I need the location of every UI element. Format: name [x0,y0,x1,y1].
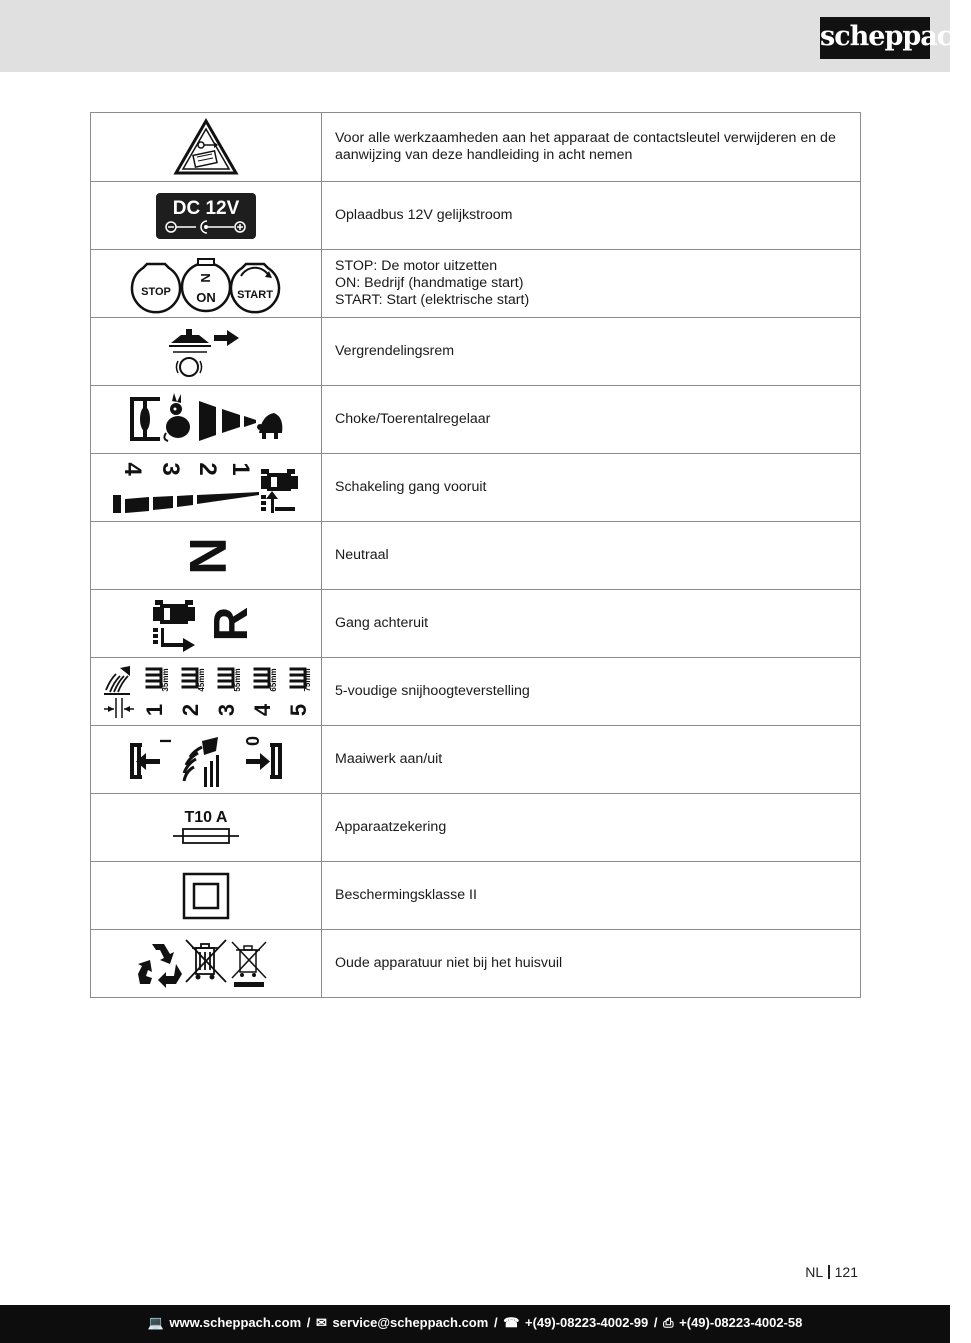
stop-label: STOP [141,285,171,298]
symbol-cell [91,930,322,998]
phone-icon: ☎ [503,1315,520,1330]
table-row [91,250,861,318]
on-label: ON [196,289,216,305]
description-cell [322,522,861,590]
symbols-table [90,112,861,998]
dc-12v-charging-socket-icon [155,192,257,240]
gear-1-label: 1 [227,461,254,476]
description-cell [322,182,861,250]
neutral-label: N [198,272,213,283]
table-row [91,318,861,386]
start-label: START [237,288,273,301]
choke-throttle-icon [128,393,284,447]
recycling-weee-icon [136,938,276,990]
description-cell [322,250,861,318]
neutral-letter: N [178,536,236,575]
gear-2-label: 2 [194,461,221,476]
fax-icon: ⎙ [663,1315,674,1330]
description-cell [322,658,861,726]
symbol-cell [91,590,322,658]
symbol-cell [91,182,322,250]
description-cell [322,113,861,182]
reverse-letter: R [205,606,258,641]
fuse-rating-label: T10 A [184,808,228,826]
table-row [91,113,861,182]
description-text: Schakeling gang vooruit [335,479,487,495]
page-language: NL [805,1264,824,1280]
table-row [91,930,861,998]
table-row [91,386,861,454]
off-symbol: 0 [242,735,262,746]
mowing-on-off-icon [128,731,284,789]
table-row [91,658,861,726]
symbol-cell [91,794,322,862]
height-1-label: 1 [142,703,167,716]
gear-3-label: 3 [157,461,184,476]
ignition-switch-icon [129,254,283,314]
neutral-icon [176,528,236,584]
page-header [0,0,971,72]
page-number-divider [828,1265,830,1279]
height-2-label: 2 [178,703,203,716]
table-row [91,182,861,250]
symbol-cell [91,250,322,318]
description-text: Vergrendelingsrem [335,343,455,359]
table-row [91,726,861,794]
symbol-cell [91,862,322,930]
description-cell [322,318,861,386]
footer-separator: / [306,1315,311,1330]
description-cell [322,862,861,930]
symbol-cell [91,454,322,522]
parking-brake-icon [169,325,243,379]
description-text: Neutraal [335,547,389,563]
height-3-label: 3 [214,703,239,716]
warning-manual-key-icon [174,119,238,175]
description-cell [322,794,861,862]
table-row [91,862,861,930]
height-45mm-label: 45mm [197,667,206,692]
height-4-label: 4 [250,703,275,716]
protection-class-ii-icon [182,872,230,920]
symbol-cell [91,522,322,590]
fax-number: +(49)-08223-4002-58 [679,1315,803,1330]
description-text: Maaiwerk aan/uit [335,751,443,767]
symbol-cell [91,726,322,794]
description-cell [322,386,861,454]
description-text: Voor alle werkzaamheden aan het apparaat de contactsleutel verwijderen en de [335,130,836,146]
description-text: STOP: De motor uitzetten [335,258,498,274]
website-link[interactable]: www.scheppach.com [169,1315,302,1330]
symbol-cell [91,113,322,182]
footer-separator: / [493,1315,498,1330]
forward-gear-icon [111,459,301,517]
height-75mm-label: 75mm [303,667,312,692]
gear-4-label: 4 [119,461,146,476]
height-55mm-label: 55mm [233,667,242,692]
description-text: Choke/Toerentalregelaar [335,411,491,427]
dc-12v-label: DC 12V [172,197,240,219]
symbol-cell [91,658,322,726]
description-text: ON: Bedrijf (handmatige start) [335,275,524,291]
height-65mm-label: 65mm [269,667,278,692]
description-text: aanwijzing van deze handleiding in acht nemen [335,147,633,163]
on-symbol: I [156,738,173,743]
symbol-cell [91,386,322,454]
table-row [91,454,861,522]
description-text: Oude apparatuur niet bij het huisvuil [335,955,563,971]
description-text: Apparaatzekering [335,819,447,835]
description-cell [322,454,861,522]
description-text: 5-voudige snijhoogteverstelling [335,683,530,699]
description-text: START: Start (elektrische start) [335,292,530,308]
page-number-value: 121 [834,1264,858,1280]
cutting-height-icon [102,662,310,722]
monitor-icon: 💻 [147,1315,164,1330]
description-cell [322,930,861,998]
email-icon: ✉ [316,1315,327,1330]
email-link[interactable]: service@scheppach.com [332,1315,489,1330]
description-text: Beschermingsklasse II [335,887,477,903]
description-text: Oplaadbus 12V gelijkstroom [335,207,513,223]
table-row [91,590,861,658]
height-5-label: 5 [286,703,311,716]
footer-separator: / [653,1315,658,1330]
page-number [805,1264,858,1280]
scheppach-logo: scheppach [820,17,930,59]
height-35mm-label: 35mm [161,667,170,692]
phone-number: +(49)-08223-4002-99 [525,1315,649,1330]
table-row [91,794,861,862]
symbol-cell [91,318,322,386]
description-cell [322,726,861,794]
description-text: Gang achteruit [335,615,429,631]
fuse-icon [171,806,241,850]
table-row [91,522,861,590]
reverse-gear-icon [151,596,261,652]
page-footer [0,1305,950,1343]
description-cell [322,590,861,658]
